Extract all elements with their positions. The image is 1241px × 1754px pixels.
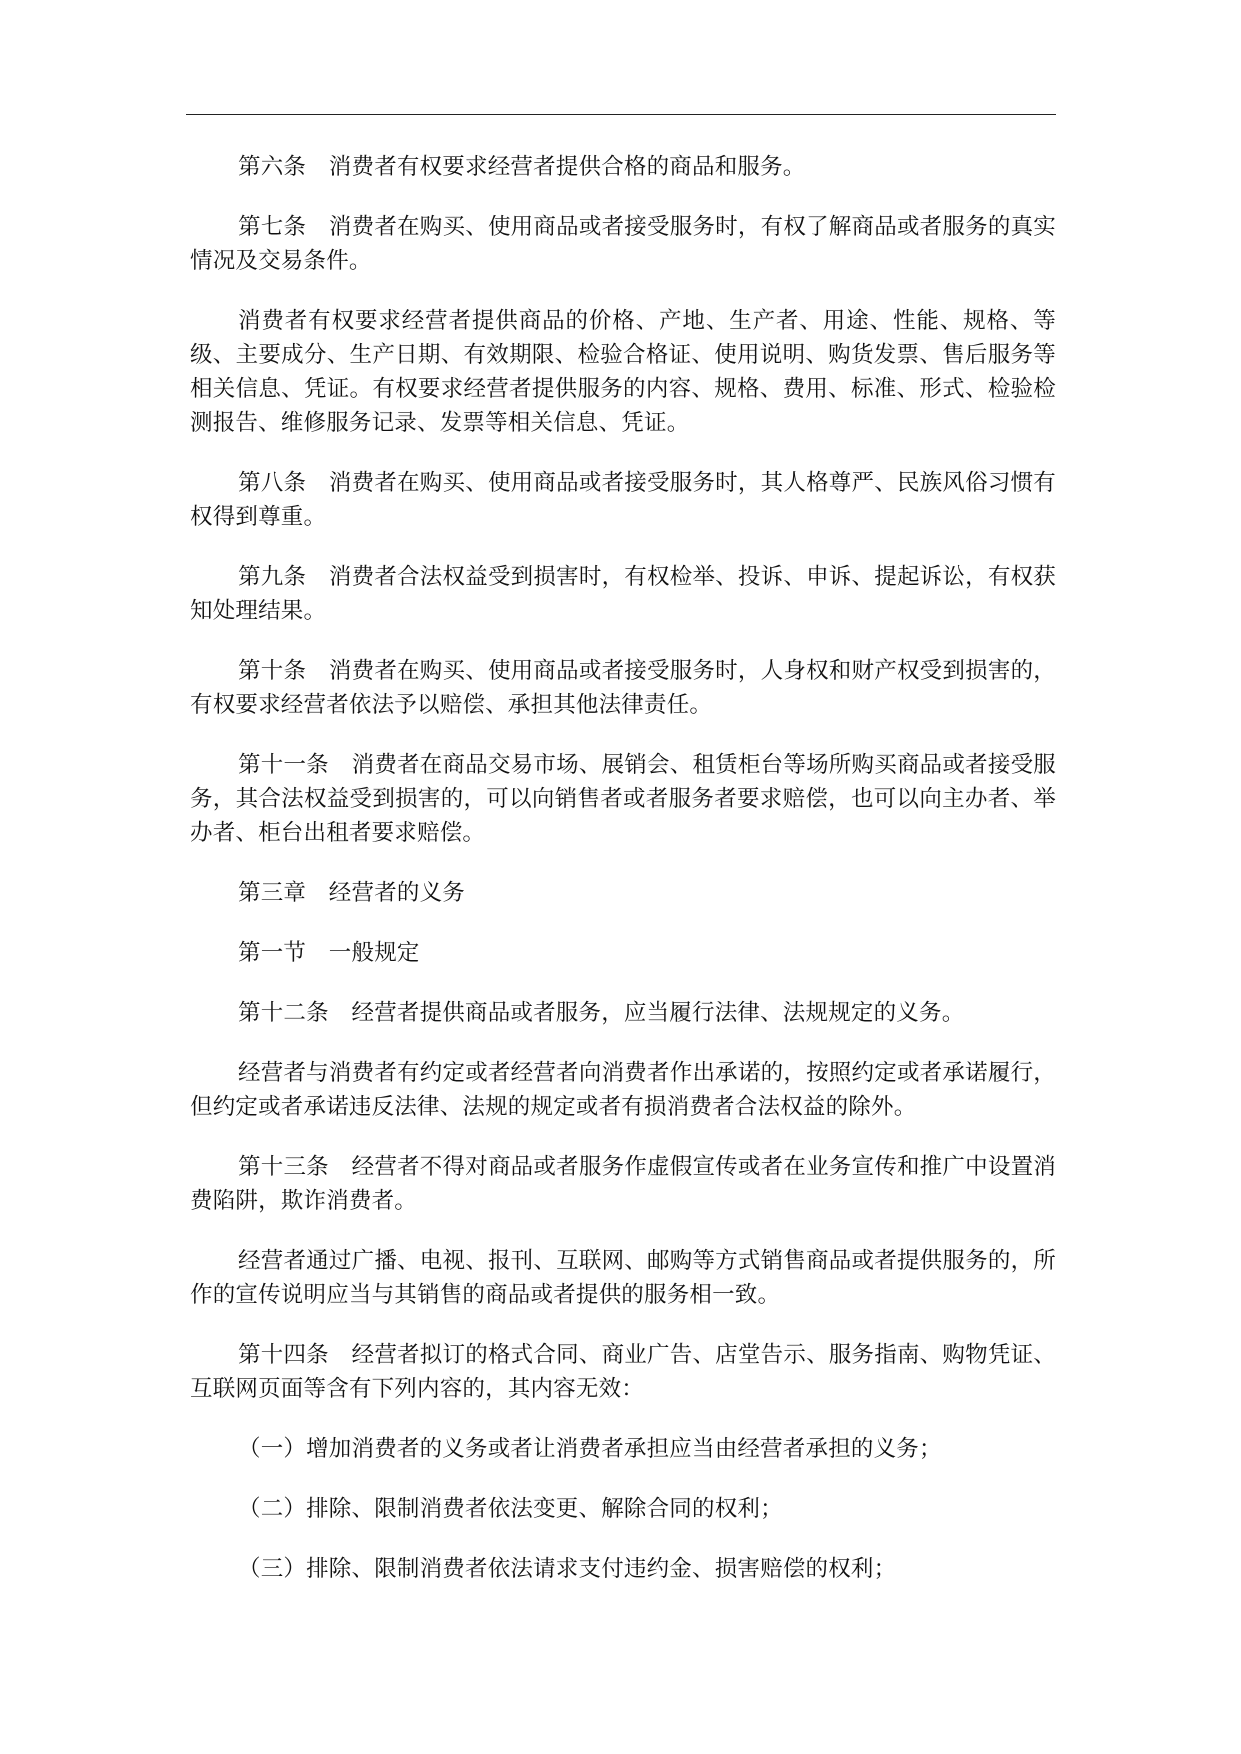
section-heading: 第一节 一般规定: [238, 940, 420, 966]
article-9: 第九条 消费者合法权益受到损害时，有权检举、投诉、申诉、提起诉讼，有权获知处理结果。: [190, 564, 1056, 624]
article-8: 第八条 消费者在购买、使用商品或者接受服务时，其人格尊严、民族风俗习惯有权得到尊重。: [190, 470, 1056, 530]
article-14: 第十四条 经营者拟订的格式合同、商业广告、店堂告示、服务指南、购物凭证、互联网页面等含有下列内容的，其内容无效：: [190, 1342, 1056, 1402]
article-14-item-2: （二）排除、限制消费者依法变更、解除合同的权利；: [238, 1496, 783, 1522]
article-6: 第六条 消费者有权要求经营者提供合格的商品和服务。: [238, 154, 806, 180]
article-11: 第十一条 消费者在商品交易市场、展销会、租赁柜台等场所购买商品或者接受服务，其合法权益受到损害的，可以向销售者或者服务者要求赔偿，也可以向主办者、举办者、柜台出租者要求赔偿。: [190, 752, 1056, 846]
article-14-item-1: （一）增加消费者的义务或者让消费者承担应当由经营者承担的义务；: [238, 1436, 942, 1462]
article-12-paragraph-2: 经营者与消费者有约定或者经营者向消费者作出承诺的，按照约定或者承诺履行，但约定或者承诺违反法律、法规的规定或者有损消费者合法权益的除外。: [190, 1060, 1056, 1120]
article-7-paragraph-2: 消费者有权要求经营者提供商品的价格、产地、生产者、用途、性能、规格、等级、主要成分、生产日期、有效期限、检验合格证、使用说明、购货发票、售后服务等相关信息、凭证。有权要求经营者提供服务的内容、规格、费用、标准、形式、检验检测报告、维修服务记录、发票等相关信息、凭证。: [190, 308, 1056, 436]
header-rule: [186, 114, 1056, 115]
article-7: 第七条 消费者在购买、使用商品或者接受服务时，有权了解商品或者服务的真实情况及交易条件。: [190, 214, 1056, 274]
article-13-paragraph-2: 经营者通过广播、电视、报刊、互联网、邮购等方式销售商品或者提供服务的，所作的宣传说明应当与其销售的商品或者提供的服务相一致。: [190, 1248, 1056, 1308]
document-body: [190, 150, 1056, 1612]
article-14-item-3: （三）排除、限制消费者依法请求支付违约金、损害赔偿的权利；: [238, 1556, 897, 1582]
article-12: 第十二条 经营者提供商品或者服务，应当履行法律、法规规定的义务。: [238, 1000, 965, 1026]
article-13: 第十三条 经营者不得对商品或者服务作虚假宣传或者在业务宣传和推广中设置消费陷阱，欺诈消费者。: [190, 1154, 1056, 1214]
article-10: 第十条 消费者在购买、使用商品或者接受服务时，人身权和财产权受到损害的，有权要求经营者依法予以赔偿、承担其他法律责任。: [190, 658, 1056, 718]
chapter-heading: 第三章 经营者的义务: [238, 880, 466, 906]
